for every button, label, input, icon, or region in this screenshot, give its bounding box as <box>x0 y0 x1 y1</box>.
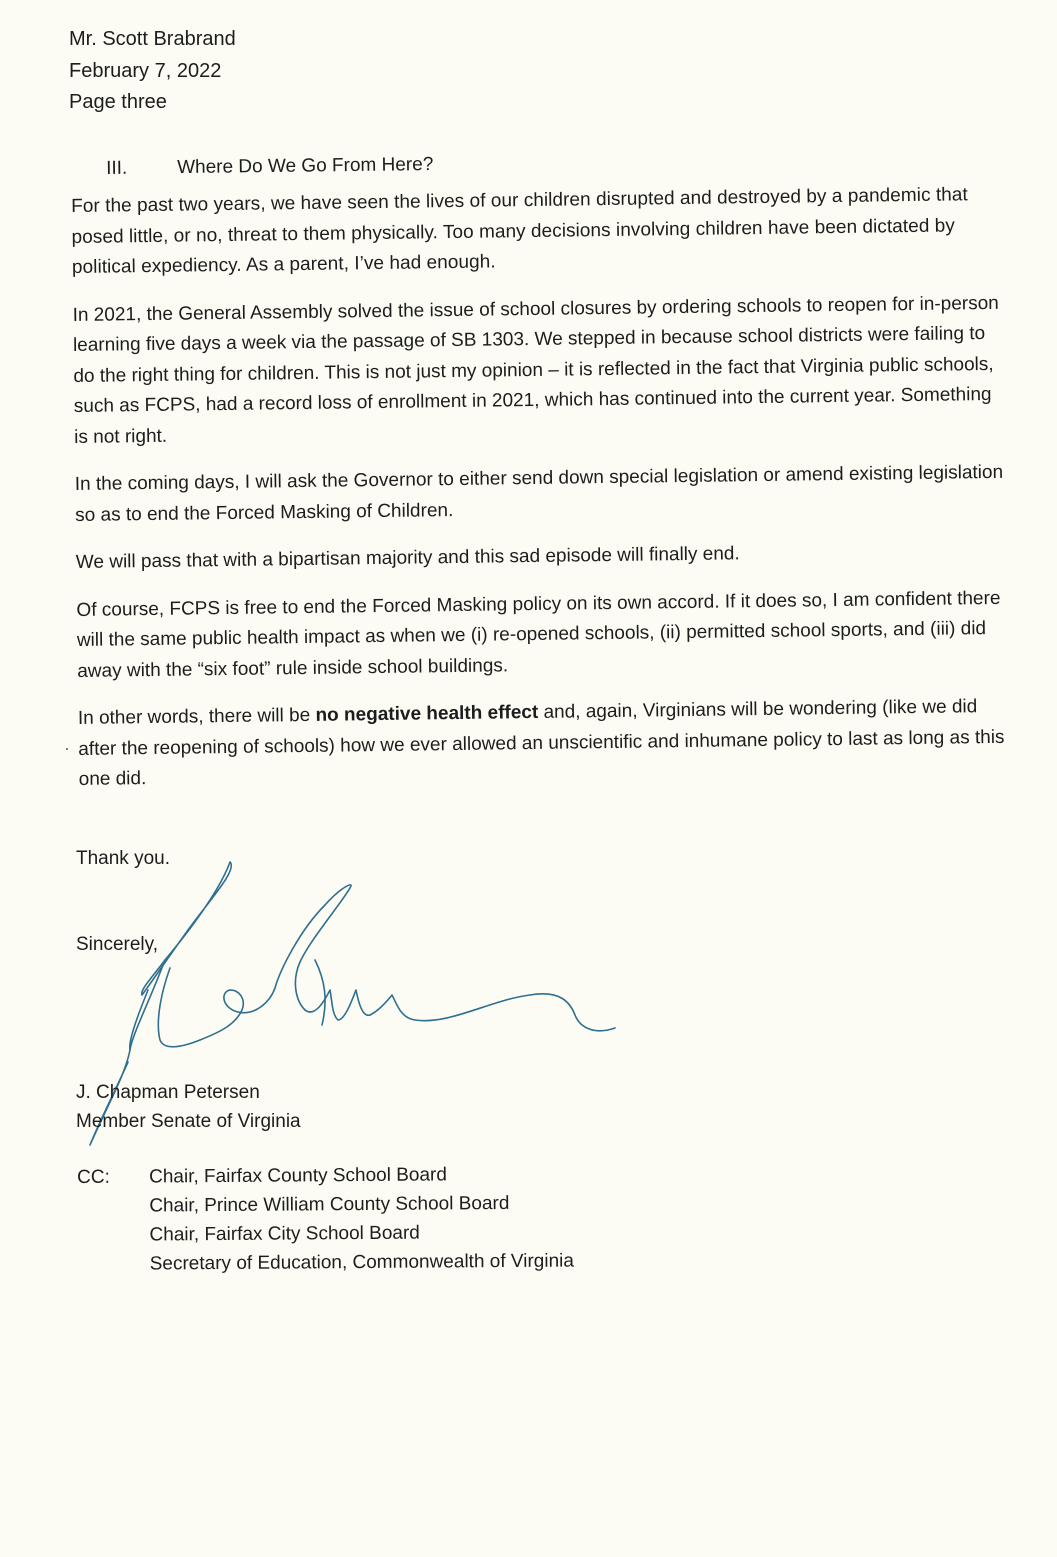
cc-label: CC: <box>77 1166 110 1188</box>
sincerely-line: Sincerely, <box>76 934 159 955</box>
letter-date: February 7, 2022 <box>69 59 222 82</box>
section-title: Where Do We Go From Here? <box>176 154 434 179</box>
cc-recipient: Chair, Prince William County School Board <box>149 1192 510 1217</box>
thank-you-line: Thank you. <box>76 848 170 869</box>
conclusion-text-end: and, again, Virginians will be wondering (like we did after the reopening of schools) how we ever allowed an unscientific and inhumane policy to last as long as this one did. <box>78 696 1005 790</box>
recipient-name: Mr. Scott Brabrand <box>69 28 236 50</box>
cc-recipient: Chair, Fairfax City School Board <box>149 1222 420 1246</box>
section-number: III. <box>106 157 128 179</box>
letter-header <box>69 24 236 119</box>
signer-block <box>76 1078 301 1136</box>
paragraph-pandemic: For the past two years, we have seen the lives of our children disrupted and destroyed by a pandemic that posed little, or no, threat to them physically. Too many decisions involving children have been dictated by political expediency. As a parent, I’ve had enough. <box>71 184 968 278</box>
stray-mark <box>66 748 68 750</box>
conclusion-text-start: In other words, there will be <box>77 704 316 729</box>
letter-body <box>71 180 1014 813</box>
paragraph-fcps: Of course, FCPS is free to end the Forced Masking policy on its own accord. If it does so, I am confident there will the same public health impact as when we (i) re-opened schools, (ii) permitted school sports, and (iii) did away with the “six foot” rule inside school buildings. <box>76 587 1001 682</box>
cc-recipient: Chair, Fairfax County School Board <box>149 1164 447 1188</box>
section-heading <box>106 154 433 180</box>
cc-recipient-list <box>149 1160 574 1279</box>
page-label: Page three <box>69 91 167 113</box>
cc-recipient: Secretary of Education, Commonwealth of Virginia <box>149 1250 574 1275</box>
paragraph-bipartisan: We will pass that with a bipartisan majority and this sad episode will finally end. <box>75 543 740 573</box>
signer-title: Member Senate of Virginia <box>76 1111 301 1132</box>
signer-name: J. Chapman Petersen <box>76 1082 260 1103</box>
paragraph-governor: In the coming days, I will ask the Governor to either send down special legislation or amend existing legislation so as to end the Forced Masking of Children. <box>74 461 1004 526</box>
paragraph-general-assembly: In 2021, the General Assembly solved the issue of school closures by ordering schools to reopen for in-person learning five days a week via the passage of SB 1303. We stepped in because school districts were failing to do the right thing for children. This is not just my opinion – it is reflected in the fact that Virginia public schools, such as FCPS, had a record loss of enrollment in 2021, which has continued into the current year. Something is not right. <box>72 292 999 448</box>
conclusion-emphasis: no negative health effect <box>315 701 539 726</box>
paragraph-conclusion <box>78 692 1014 796</box>
